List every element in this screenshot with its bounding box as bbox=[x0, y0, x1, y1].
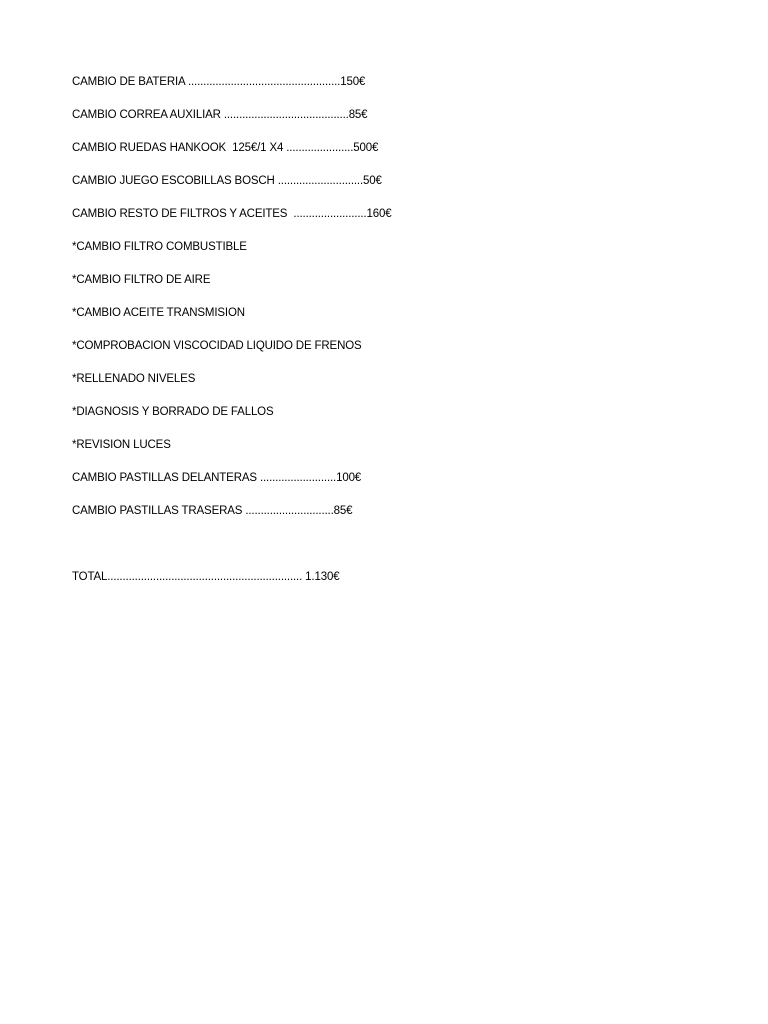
subitem-fluid-levels: *RELLENADO NIVELES bbox=[72, 373, 196, 385]
subitem-air-filter: *CAMBIO FILTRO DE AIRE bbox=[72, 274, 211, 286]
subitem-transmission-oil: *CAMBIO ACEITE TRANSMISION bbox=[72, 307, 245, 319]
item-line-tires: CAMBIO RUEDAS HANKOOK 125€/1 X4 ......................500€ bbox=[72, 142, 379, 154]
item-line-battery: CAMBIO DE BATERIA ..................................................150€ bbox=[72, 76, 366, 88]
subitem-lights-check: *REVISION LUCES bbox=[72, 439, 171, 451]
item-line-filters-oils: CAMBIO RESTO DE FILTROS Y ACEITES ........................160€ bbox=[72, 208, 392, 220]
subitem-diagnosis: *DIAGNOSIS Y BORRADO DE FALLOS bbox=[72, 406, 274, 418]
item-line-wipers: CAMBIO JUEGO ESCOBILLAS BOSCH ............................50€ bbox=[72, 175, 382, 187]
document-page bbox=[72, 73, 692, 601]
item-line-rear-pads: CAMBIO PASTILLAS TRASERAS .............................85€ bbox=[72, 505, 353, 517]
item-line-front-pads: CAMBIO PASTILLAS DELANTERAS .........................100€ bbox=[72, 472, 362, 484]
item-line-aux-belt: CAMBIO CORREA AUXILIAR .........................................85€ bbox=[72, 109, 368, 121]
total-line: TOTAL................................................................ 1.130€ bbox=[72, 571, 340, 583]
blank-line bbox=[72, 535, 692, 568]
subitem-fuel-filter: *CAMBIO FILTRO COMBUSTIBLE bbox=[72, 241, 247, 253]
subitem-brake-fluid-check: *COMPROBACION VISCOCIDAD LIQUIDO DE FRENOS bbox=[72, 340, 362, 352]
